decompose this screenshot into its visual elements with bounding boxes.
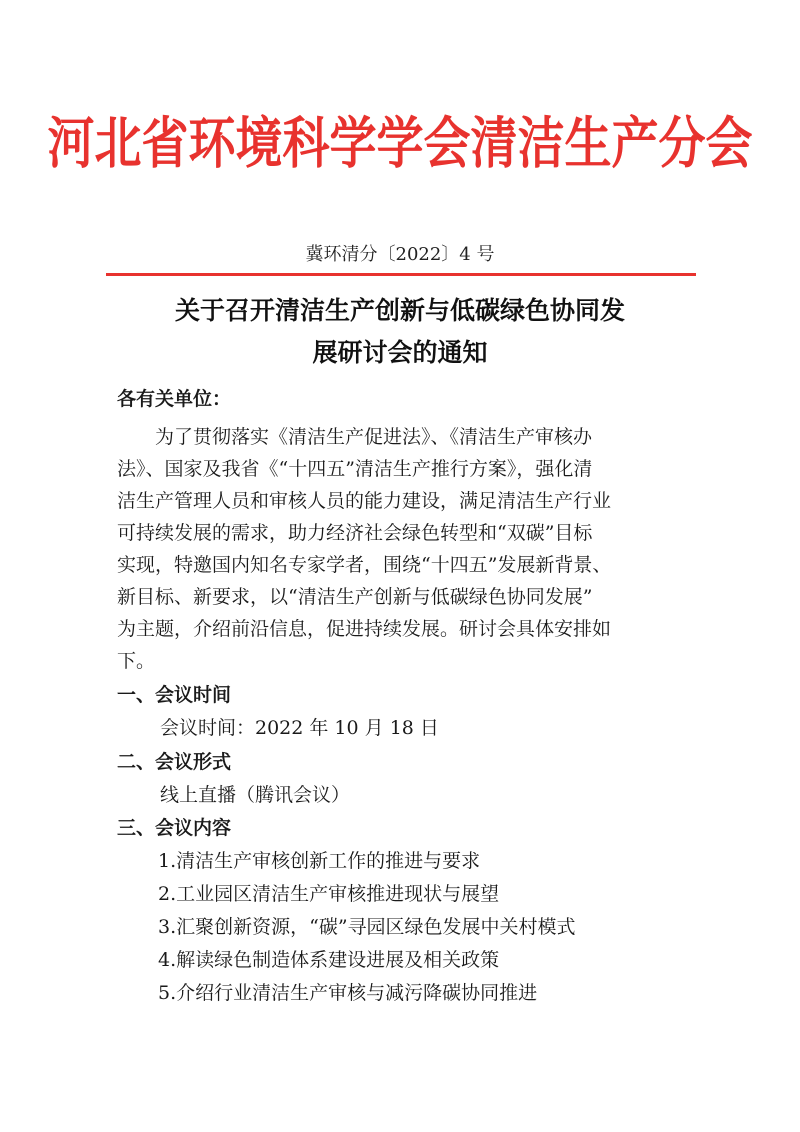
salutation: 各有关单位： [117,388,232,410]
notice-title-line-1: 关于召开清洁生产创新与低碳绿色协同发 [174,296,625,325]
notice-title-line-2: 展研讨会的通知 [312,338,488,367]
meeting-format: 线上直播（腾讯会议） [160,784,351,806]
notice-title [100,290,700,374]
content-item: 3.汇聚创新资源，“碳”寻园区绿色发展中关村模式 [158,916,576,938]
content-item: 5.介绍行业清洁生产审核与减污降碳协同推进 [158,982,538,1004]
content-item: 1.清洁生产审核创新工作的推进与要求 [158,850,481,872]
section-heading-format: 二、会议形式 [117,751,232,773]
document-number: 冀环清分〔2022〕4 号 [305,244,495,265]
intro-line: 为主题，介绍前沿信息，促进持续发展。研讨会具体安排如 [117,618,612,640]
intro-line: 新目标、新要求，以“清洁生产创新与低碳绿色协同发展” [117,586,593,608]
content-item: 4.解读绿色制造体系建设进展及相关政策 [158,949,500,971]
section-heading-time: 一、会议时间 [117,684,232,706]
intro-line: 实现，特邀国内知名专家学者，围绕“十四五”发展新背景、 [117,554,612,576]
content-item: 2.工业园区清洁生产审核推进现状与展望 [158,883,500,905]
red-divider-line [106,273,696,276]
intro-line: 法》、国家及我省《“十四五”清洁生产推行方案》，强化清 [117,458,593,480]
intro-line: 可持续发展的需求，助力经济社会绿色转型和“双碳”目标 [117,522,593,544]
intro-line: 下。 [117,650,156,672]
intro-paragraph [117,421,702,677]
intro-line: 为了贯彻落实《清洁生产促进法》、《清洁生产审核办 [155,426,593,448]
section-heading-content: 三、会议内容 [117,817,232,839]
intro-line: 洁生产管理人员和审核人员的能力建设，满足清洁生产行业 [117,490,612,512]
meeting-time: 会议时间：2022 年 10 月 18 日 [160,717,439,739]
organization-letterhead: 河北省环境科学学会清洁生产分会 [47,111,753,177]
